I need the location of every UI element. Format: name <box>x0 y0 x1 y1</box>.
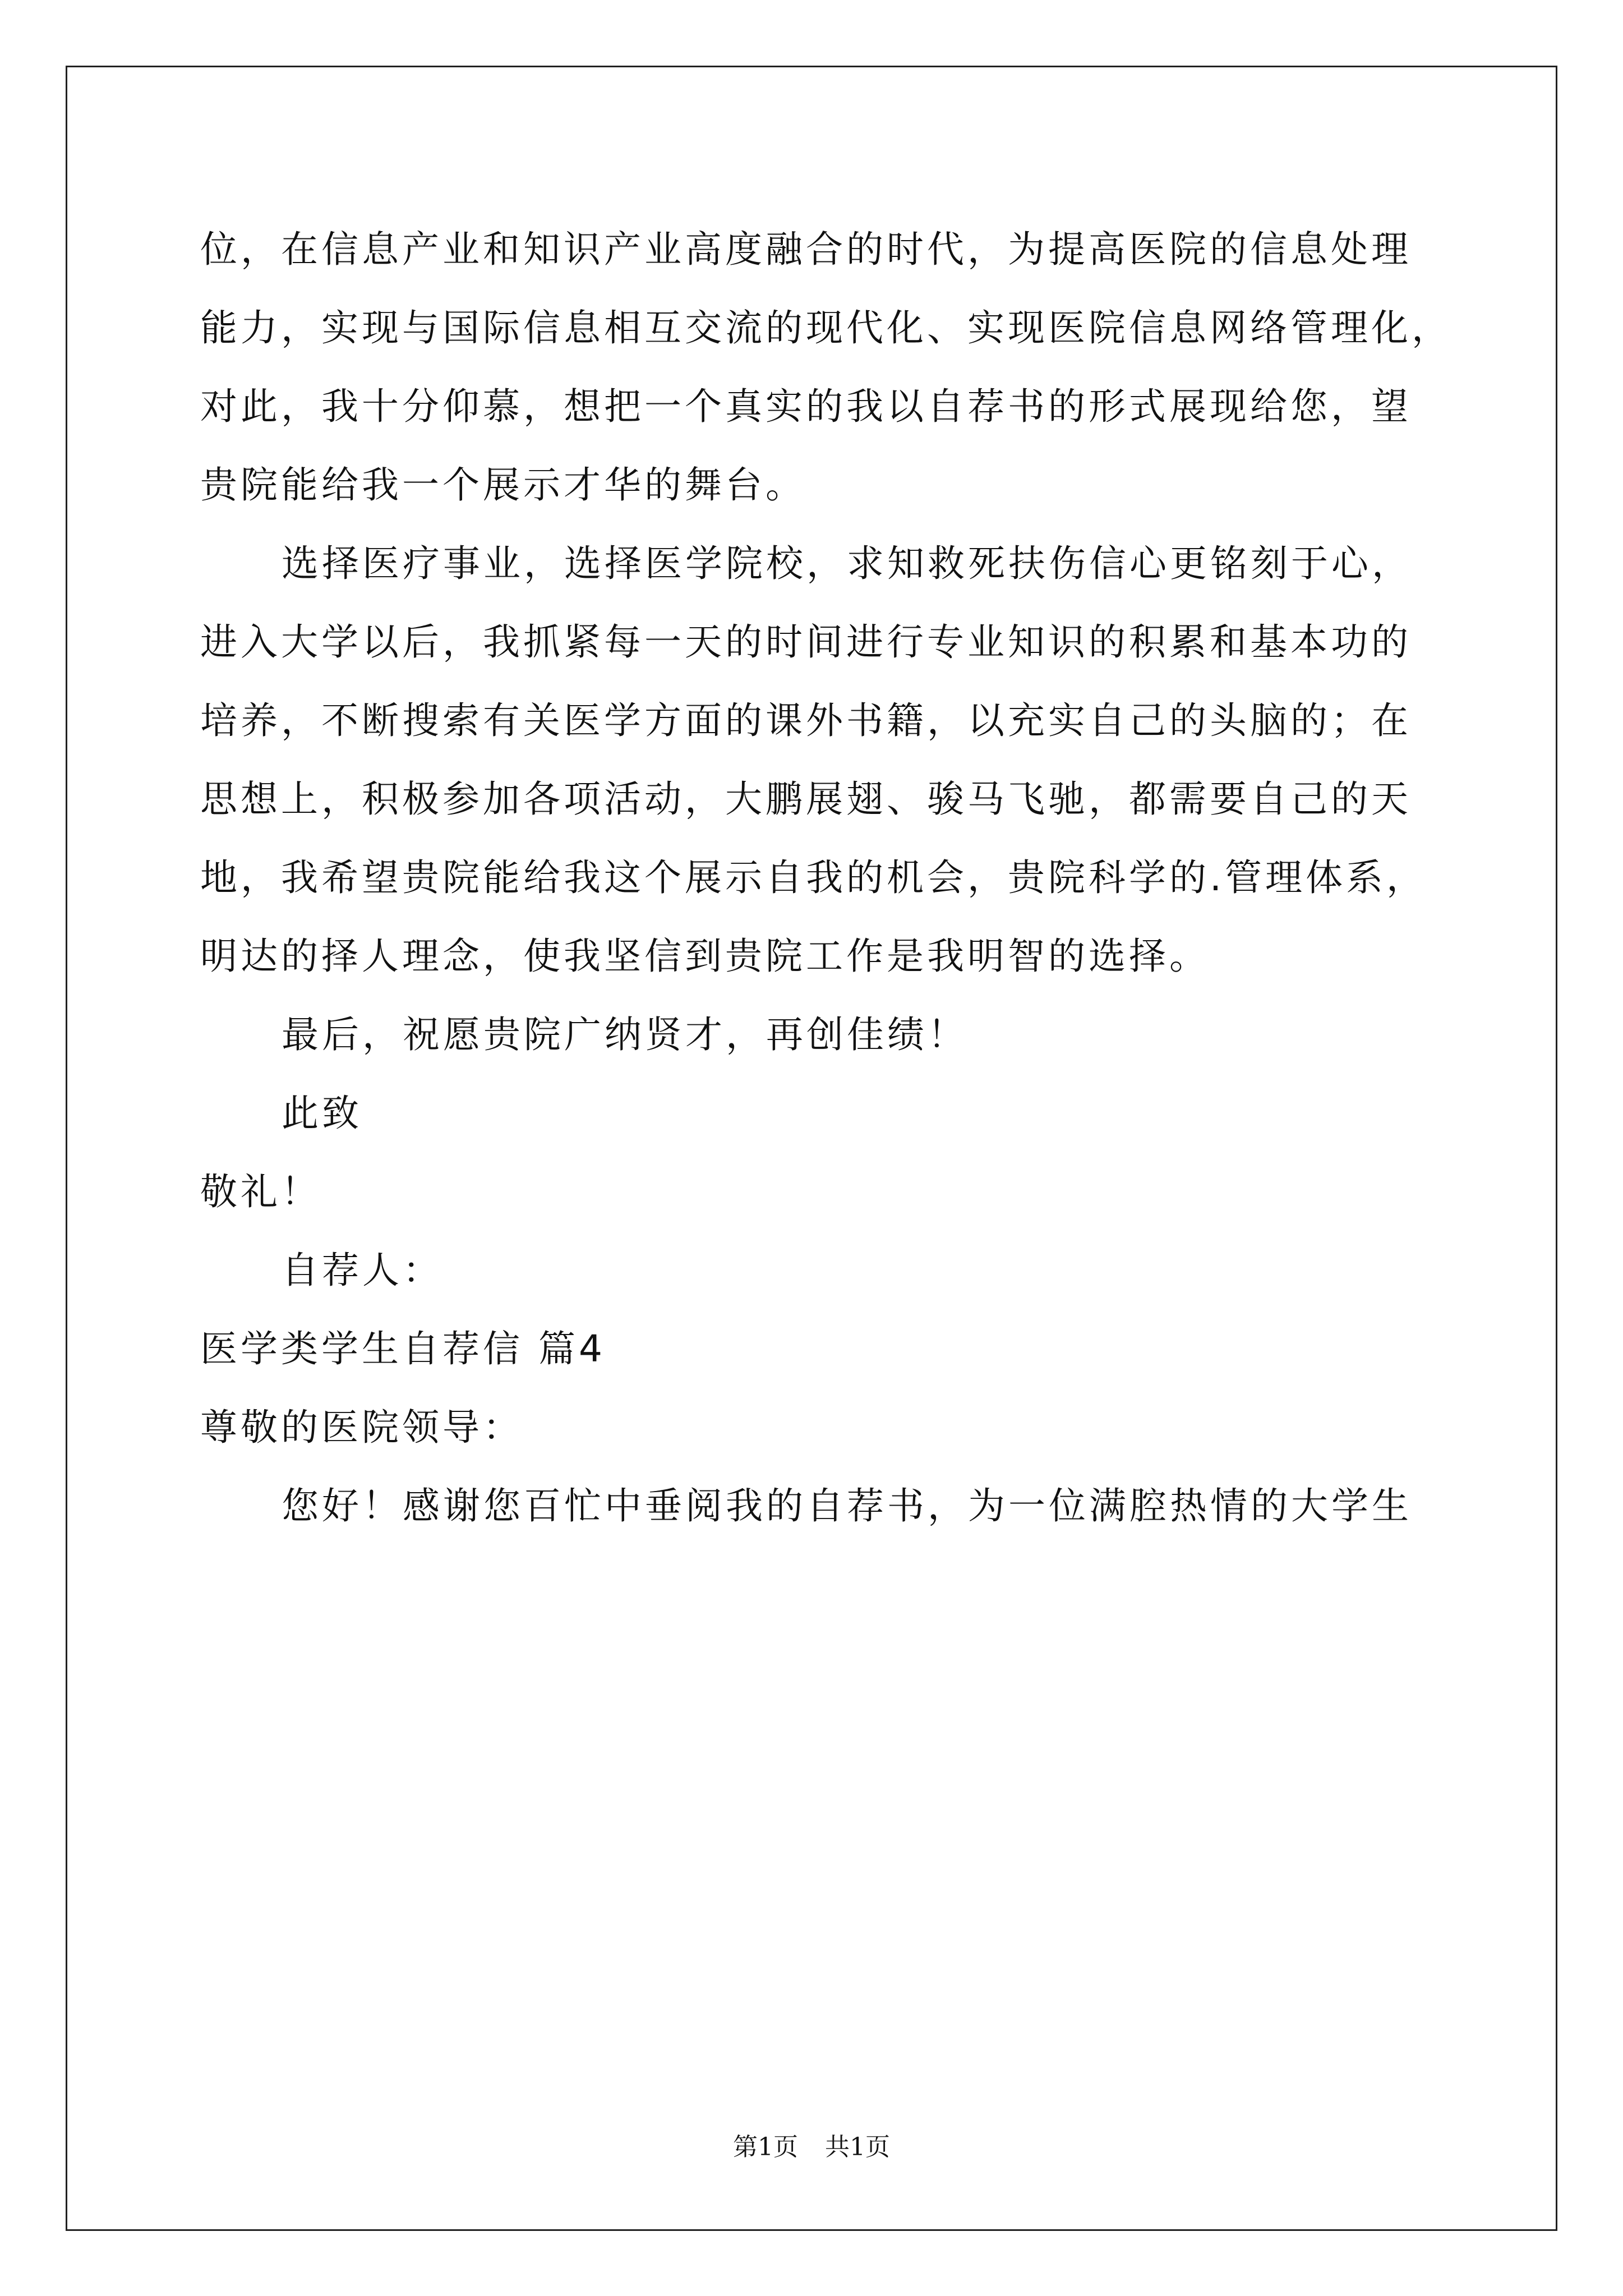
body-line: 贵院能给我一个展示才华的舞台。 <box>200 463 806 507</box>
body-line: 能力，实现与国际信息相互交流的现代化、实现医院信息网络管理化， <box>200 306 1452 349</box>
salutation-cizhi: 此致 <box>282 1092 362 1135</box>
salutation-jingli: 敬礼！ <box>200 1170 321 1213</box>
body-line: 地，我希望贵院能给我这个展示自我的机会，贵院科学的.管理体系， <box>200 856 1427 899</box>
body-line: 位，在信息产业和知识产业高度融合的时代，为提高医院的信息处理 <box>200 228 1412 271</box>
body-line: 对此，我十分仰慕，想把一个真实的我以自荐书的形式展现给您，望 <box>200 385 1412 428</box>
body-line: 思想上，积极参加各项活动，大鹏展翅、骏马飞驰，都需要自己的天 <box>200 777 1412 821</box>
body-line: 明达的择人理念，使我坚信到贵院工作是我明智的选择。 <box>200 935 1210 978</box>
body-line: 培养，不断搜索有关医学方面的课外书籍，以充实自己的头脑的；在 <box>200 699 1412 742</box>
page-total: 共1页 <box>825 2133 890 2161</box>
page-footer <box>0 2132 1623 2163</box>
body-line: 进入大学以后，我抓紧每一天的时间进行专业知识的积累和基本功的 <box>200 620 1412 664</box>
section-heading: 医学类学生自荐信 篇4 <box>200 1327 606 1370</box>
paragraph-first-line: 选择医疗事业，选择医学院校，求知救死扶伤信心更铭刻于心， <box>282 542 1412 585</box>
paragraph-first-line: 您好！感谢您百忙中垂阅我的自荐书，为一位满腔热情的大学生 <box>282 1484 1412 1527</box>
signature-label: 自荐人： <box>282 1249 443 1292</box>
closing-wish: 最后，祝愿贵院广纳贤才，再创佳绩！ <box>282 1013 968 1056</box>
page-number: 第1页 <box>733 2133 798 2161</box>
letter-greeting: 尊敬的医院领导： <box>200 1406 523 1449</box>
